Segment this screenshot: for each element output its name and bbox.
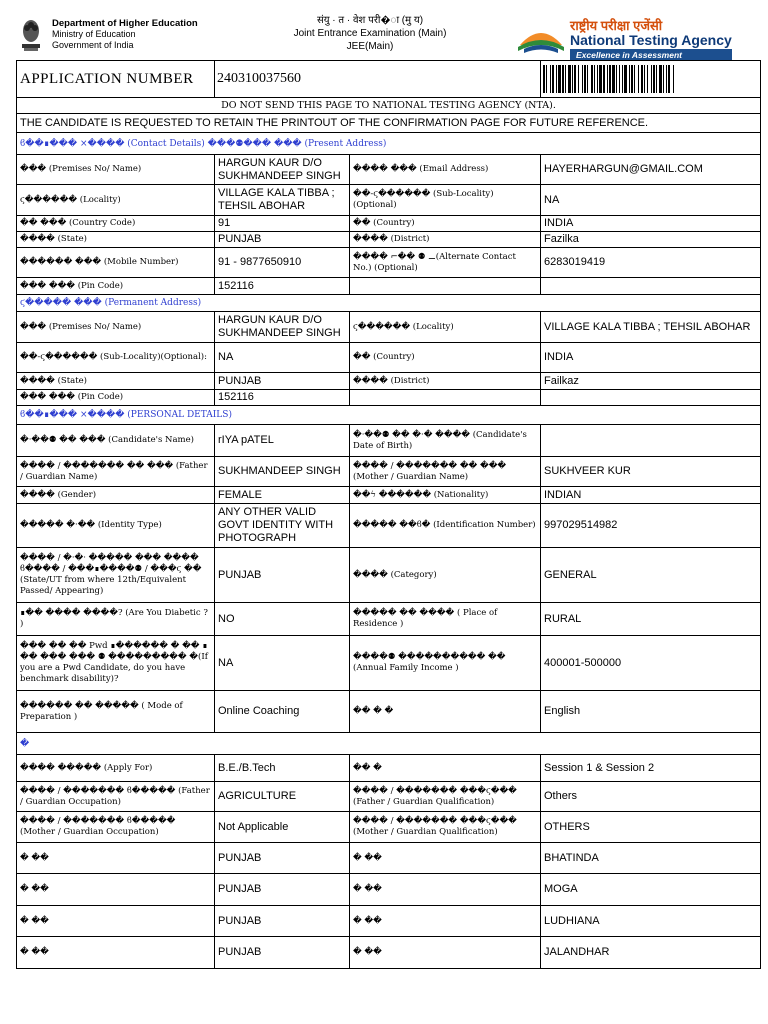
- email-label: ���� ��� (Email Address): [350, 155, 541, 185]
- perm-state-value: PUNJAB: [215, 373, 350, 390]
- personal-section-heading: ϐ��∎��� ×���� (PERSONAL DETAILS): [17, 406, 761, 425]
- medium-label: �� � �: [350, 691, 541, 733]
- barcode-bar: [674, 65, 676, 93]
- district-value: Fazilka: [541, 232, 761, 248]
- government-name: Government of India: [52, 40, 134, 50]
- father-name-label: ���� / ������� �� ��� (Father / Guardian Name): [17, 457, 215, 487]
- sublocality-label: ��-ϛ������ (Sub-Locality)(Optional): [350, 185, 541, 216]
- centre-state-label: � ��: [17, 843, 215, 874]
- identification-number-value: 997029514982: [541, 504, 761, 548]
- page-header: [0, 0, 768, 60]
- perm-pin-label: ��� ��� (Pin Code): [17, 390, 215, 406]
- dob-value: [541, 425, 761, 457]
- department-block: [18, 18, 198, 52]
- nta-tagline: Excellence in Assessment: [570, 49, 732, 61]
- permanent-section-heading: ϛ����� ��� (Permanent Address): [17, 295, 761, 312]
- retain-note: THE CANDIDATE IS REQUESTED TO RETAIN THE PRINTOUT OF THE CONFIRMATION PAGE FOR FUTURE REFERENCE.: [17, 114, 761, 133]
- mobile-value: 91 - 9877650910: [215, 248, 350, 278]
- centre-state-value: PUNJAB: [215, 874, 350, 906]
- confirmation-table: [16, 60, 761, 969]
- mother-qualification-value: OTHERS: [541, 812, 761, 843]
- perm-locality-label: ϛ������ (Locality): [350, 312, 541, 343]
- identity-type-value: ANY OTHER VALID GOVT IDENTITY WITH PHOTOGRAPH: [215, 504, 350, 548]
- application-number-label: APPLICATION NUMBER: [17, 61, 215, 98]
- notice-text: DO NOT SEND THIS PAGE TO NATIONAL TESTING AGENCY (NTA).: [17, 98, 761, 114]
- application-number-cell: [215, 61, 541, 98]
- national-emblem-icon: [18, 18, 44, 52]
- department-name: Department of Higher Education: [52, 18, 198, 29]
- centre-city-label: � ��: [350, 843, 541, 874]
- centre-state-label: � ��: [17, 874, 215, 906]
- perm-country-label: �� (Country): [350, 343, 541, 373]
- residence-label: ����� �� ���� ( Place of Residence ): [350, 603, 541, 636]
- state-12th-value: PUNJAB: [215, 548, 350, 603]
- centre-city-value: BHATINDA: [541, 843, 761, 874]
- nta-name-hindi: राष्ट्रीय परीक्षा एजेंसी: [570, 18, 663, 33]
- centre-city-value: MOGA: [541, 874, 761, 906]
- session-value: Session 1 & Session 2: [541, 755, 761, 782]
- preparation-mode-value: Online Coaching: [215, 691, 350, 733]
- pin-value: 152116: [215, 278, 350, 295]
- centre-state-label: � ��: [17, 906, 215, 937]
- exam-title: [250, 14, 490, 53]
- father-qualification-label: ���� / ������� ���ϛ��� (Father / Guardian Qualification): [350, 782, 541, 812]
- contact-section-heading: ϐ��∎��� ×���� (Contact Details) ���⚉��� ��� (Present Address): [17, 133, 761, 155]
- country-label: �� (Country): [350, 216, 541, 232]
- country-code-label: �� ��� (Country Code): [17, 216, 215, 232]
- perm-sublocality-label: ��-ϛ������ (Sub-Locality)(Optional):: [17, 343, 215, 373]
- exam-title-hindi: संयु · त · वेश परी�ा (मु य): [316, 15, 424, 26]
- medium-value: English: [541, 691, 761, 733]
- country-value: INDIA: [541, 216, 761, 232]
- nta-logo-icon: [516, 21, 566, 59]
- nta-name-english: National Testing Agency: [570, 32, 732, 48]
- centre-state-value: PUNJAB: [215, 937, 350, 969]
- perm-premises-label: ��� (Premises No/ Name): [17, 312, 215, 343]
- mother-occupation-label: ���� / ������� ϐ����� (Mother / Guardian Occupation): [17, 812, 215, 843]
- application-number: 240310037560: [217, 71, 301, 86]
- application-row: [17, 61, 761, 98]
- gender-label: ���� (Gender): [17, 487, 215, 504]
- category-label: ���� (Category): [350, 548, 541, 603]
- state-label: ���� (State): [17, 232, 215, 248]
- diabetic-value: NO: [215, 603, 350, 636]
- diabetic-label: ∎�� ���� ����? (Are You Diabetic ? ): [17, 603, 215, 636]
- father-occupation-label: ���� / ������� ϐ����� (Father / Guardian Occupation): [17, 782, 215, 812]
- perm-locality-value: VILLAGE KALA TIBBA ; TEHSIL ABOHAR: [541, 312, 761, 343]
- dob-label: �·��⚉ �� �·� ���� (Candidate's Date of Birth): [350, 425, 541, 457]
- nationality-label: ��ϟ ������ (Nationality): [350, 487, 541, 504]
- centre-city-label: � ��: [350, 937, 541, 969]
- apply-for-value: B.E./B.Tech: [215, 755, 350, 782]
- category-value: GENERAL: [541, 548, 761, 603]
- exam-title-short: JEE(Main): [346, 41, 394, 52]
- barcode-cell: [541, 61, 761, 98]
- father-occupation-value: AGRICULTURE: [215, 782, 350, 812]
- pin-label: ��� ��� (Pin Code): [17, 278, 215, 295]
- father-name-value: SUKHMANDEEP SINGH: [215, 457, 350, 487]
- alternate-contact-value: 6283019419: [541, 248, 761, 278]
- preparation-mode-label: ������ �� ����� ( Mode of Preparation ): [17, 691, 215, 733]
- state-value: PUNJAB: [215, 232, 350, 248]
- gender-value: FEMALE: [215, 487, 350, 504]
- premises-value: HARGUN KAUR D/O SUKHMANDEEP SINGH: [215, 155, 350, 185]
- mother-name-label: ���� / ������� �� ��� (Mother / Guardian Name): [350, 457, 541, 487]
- centre-state-value: PUNJAB: [215, 906, 350, 937]
- mother-qualification-label: ���� / ������� ���ϛ��� (Mother / Guardian Qualification): [350, 812, 541, 843]
- state-12th-label: ���� / �·�· ����� ��� ���� ϐ���� / ���∎����⚉ / ���ϛ �� (State/UT from where 12th/Equivalent Passed/ Appearing): [17, 548, 215, 603]
- perm-sublocality-value: NA: [215, 343, 350, 373]
- income-value: 400001-500000: [541, 636, 761, 691]
- alternate-contact-label: ���� ⌐�� ⚉ ⚊(Alternate Contact No.) (Optional): [350, 248, 541, 278]
- identity-type-label: ����� �·�� (Identity Type): [17, 504, 215, 548]
- nta-block: [516, 18, 732, 61]
- candidate-name-value: rIYA pATEL: [215, 425, 350, 457]
- centre-city-value: JALANDHAR: [541, 937, 761, 969]
- centre-city-label: � ��: [350, 874, 541, 906]
- mobile-label: ������ ��� (Mobile Number): [17, 248, 215, 278]
- sublocality-value: NA: [541, 185, 761, 216]
- income-label: ����⚉ ���������� �� (Annual Family Income ): [350, 636, 541, 691]
- locality-label: ϛ������ (Locality): [17, 185, 215, 216]
- residence-value: RURAL: [541, 603, 761, 636]
- perm-premises-value: HARGUN KAUR D/O SUKHMANDEEP SINGH: [215, 312, 350, 343]
- candidate-name-label: �·��⚉ �� ��� (Candidate's Name): [17, 425, 215, 457]
- nationality-value: INDIAN: [541, 487, 761, 504]
- father-qualification-value: Others: [541, 782, 761, 812]
- mother-name-value: SUKHVEER KUR: [541, 457, 761, 487]
- locality-value: VILLAGE KALA TIBBA ; TEHSIL ABOHAR: [215, 185, 350, 216]
- identification-number-label: ����� ��ϐ� (Identification Number): [350, 504, 541, 548]
- blank-section-heading: �: [17, 733, 761, 755]
- session-label: �� �: [350, 755, 541, 782]
- apply-for-label: ���� ����� (Apply For): [17, 755, 215, 782]
- perm-state-label: ���� (State): [17, 373, 215, 390]
- centre-state-label: � ��: [17, 937, 215, 969]
- premises-label: ��� (Premises No/ Name): [17, 155, 215, 185]
- perm-district-label: ���� (District): [350, 373, 541, 390]
- pwd-label: ��� �� �� Pwd ∎������ � �� ∎ �� ��� ��� ⚉ ��������� �(If you are a Pwd Candidate, do you have benchmark disability)?: [17, 636, 215, 691]
- perm-district-value: Failkaz: [541, 373, 761, 390]
- district-label: ���� (District): [350, 232, 541, 248]
- exam-title-english: Joint Entrance Examination (Main): [293, 28, 447, 39]
- perm-country-value: INDIA: [541, 343, 761, 373]
- mother-occupation-value: Not Applicable: [215, 812, 350, 843]
- barcode: [543, 65, 758, 93]
- email-value: HAYERHARGUN@GMAIL.COM: [541, 155, 761, 185]
- ministry-name: Ministry of Education: [52, 29, 136, 39]
- centre-city-label: � ��: [350, 906, 541, 937]
- country-code-value: 91: [215, 216, 350, 232]
- centre-city-value: LUDHIANA: [541, 906, 761, 937]
- centre-state-value: PUNJAB: [215, 843, 350, 874]
- perm-pin-value: 152116: [215, 390, 350, 406]
- pwd-value: NA: [215, 636, 350, 691]
